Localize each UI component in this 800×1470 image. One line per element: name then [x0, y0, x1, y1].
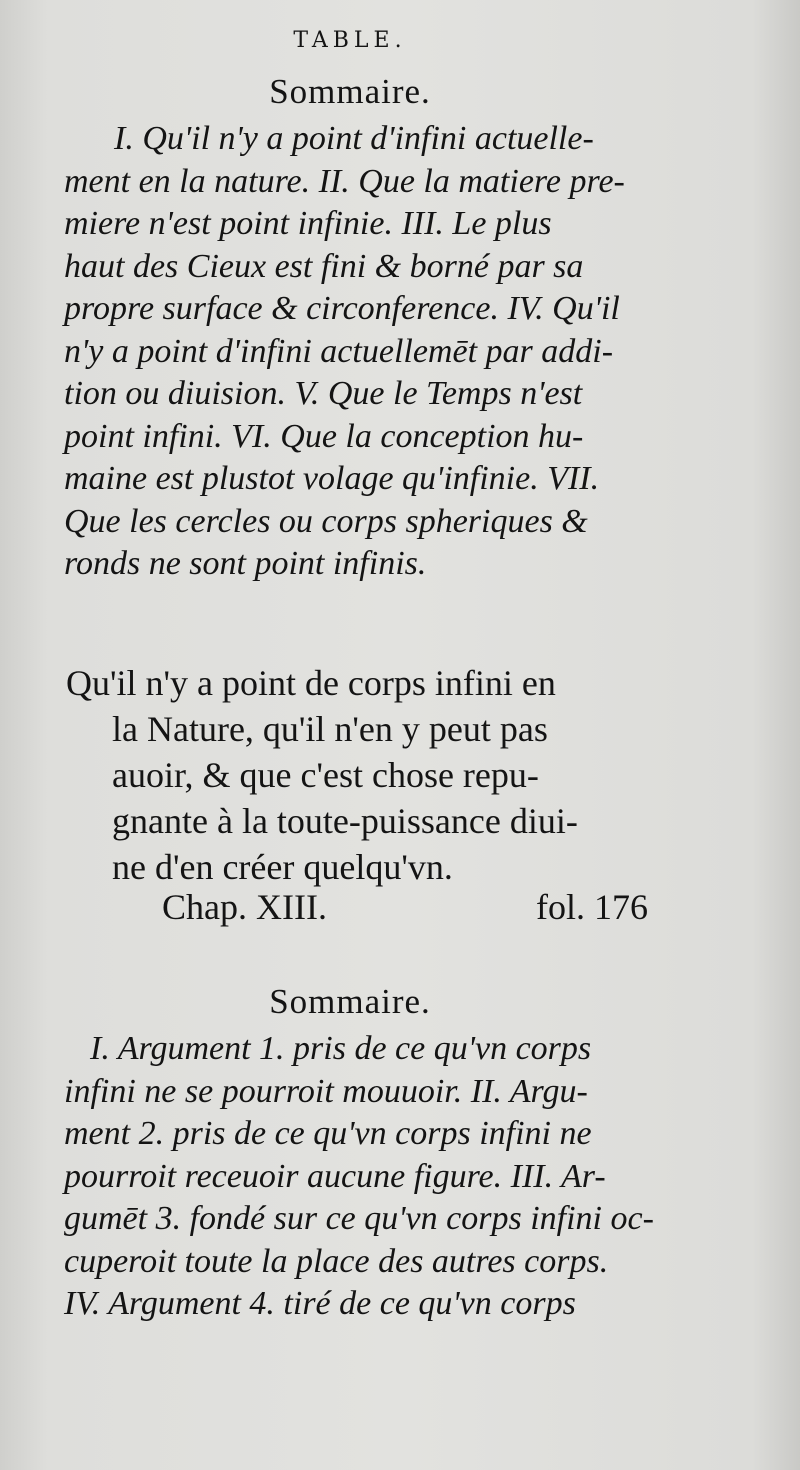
sommaire-1-line: ment en la nature. II. Que la matiere pre- — [64, 162, 625, 200]
sommaire-2-line: pourroit receuoir aucune figure. III. Ar- — [64, 1157, 606, 1195]
sommaire-heading-2: Sommaire. — [269, 982, 431, 1021]
sommaire-1-line: Que les cercles ou corps spheriques & — [64, 502, 588, 540]
sommaire-1-line: I. Qu'il n'y a point d'infini actuelle- — [114, 120, 594, 157]
sommaire-1-line: tion ou diuision. V. Que le Temps n'est — [64, 375, 583, 412]
sommaire-2-line: gumēt 3. fondé sur ce qu'vn corps infini oc- — [64, 1200, 654, 1237]
sommaire-1-line: point infini. VI. Que la conception hu- — [64, 417, 584, 455]
chapter-title — [66, 660, 656, 890]
chapter-title-line: ne d'en créer quelqu'vn. — [112, 847, 453, 887]
chapter-number: Chap. XIII. — [162, 887, 327, 927]
sommaire-1-line: maine est plustot volage qu'infinie. VII. — [64, 460, 600, 497]
sommaire-2-line: ment 2. pris de ce qu'vn corps infini ne — [64, 1115, 592, 1152]
sommaire-2-line: infini ne se pourroit mouuoir. II. Argu- — [64, 1072, 588, 1110]
sommaire-text-2 — [64, 1028, 654, 1326]
sommaire-1-line: haut des Cieux est fini & borné par sa — [64, 247, 584, 285]
folio-number: fol. 176 — [536, 887, 648, 927]
sommaire-2-line: IV. Argument 4. tiré de ce qu'vn corps — [64, 1285, 576, 1322]
chapter-title-line: gnante à la toute-puissance diui- — [112, 801, 578, 841]
sommaire-2-line: cuperoit toute la place des autres corps. — [64, 1242, 609, 1280]
chapter-title-line: auoir, & que c'est chose repu- — [112, 755, 539, 795]
chapter-title-line: la Nature, qu'il n'en y peut pas — [112, 709, 548, 749]
sommaire-heading-1: Sommaire. — [269, 72, 431, 111]
sommaire-1-line: n'y a point d'infini actuellemēt par addi- — [64, 332, 614, 370]
sommaire-2-line: I. Argument 1. pris de ce qu'vn corps — [90, 1030, 592, 1067]
chapter-reference — [162, 886, 648, 928]
sommaire-1-line: ronds ne sont point infinis. — [64, 545, 427, 582]
sommaire-1-line: miere n'est point infinie. III. Le plus — [64, 205, 552, 242]
sommaire-1-line: propre surface & circonference. IV. Qu'il — [64, 290, 620, 327]
sommaire-text-1 — [64, 118, 654, 586]
running-header: TABLE. — [293, 28, 407, 53]
chapter-title-line: Qu'il n'y a point de corps infini en — [66, 663, 556, 703]
